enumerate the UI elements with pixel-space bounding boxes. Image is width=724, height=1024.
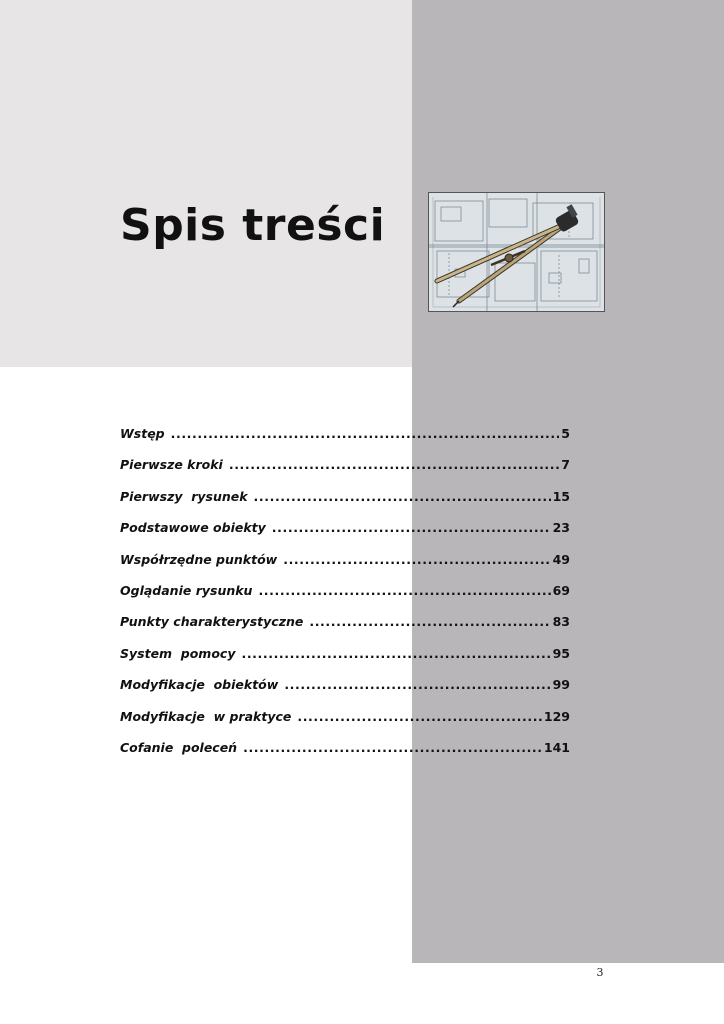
toc-entry-label: Modyfikacje w praktyce [120,708,292,724]
toc-entry-page: 83 [552,614,570,630]
toc-leader-dots [241,646,550,661]
toc-entry[interactable] [120,457,570,488]
toc-entry-label: Oglądanie rysunku [120,582,253,598]
toc-leader-dots [309,614,550,629]
toc-entry-page: 69 [552,582,570,598]
toc-entry-label: Pierwsze kroki [120,457,223,473]
toc-leader-dots [258,583,550,598]
toc-leader-dots [243,740,542,755]
toc-entry-page: 49 [552,551,570,567]
toc-entry-page: 23 [552,520,570,536]
toc-entry[interactable] [120,552,570,583]
toc-entry-page: 95 [552,645,570,661]
toc-leader-dots [283,552,550,567]
toc-leader-dots [229,457,559,472]
toc-entry[interactable] [120,646,570,677]
toc-leader-dots [284,677,550,692]
header-panel-background [0,0,412,367]
toc-leader-dots [254,489,551,504]
toc-entry[interactable] [120,583,570,614]
toc-entry[interactable] [120,709,570,740]
toc-entry-label: Podstawowe obiekty [120,520,266,536]
toc-entry-label: Punkty charakterystyczne [120,614,304,630]
toc-entry-label: Cofanie poleceń [120,739,238,755]
toc-entry-label: Pierwszy rysunek [120,488,248,504]
toc-leader-dots [171,426,560,441]
toc-entry-page: 99 [552,677,570,693]
table-of-contents [120,426,570,771]
toc-entry-page: 15 [552,488,570,504]
toc-entry[interactable] [120,740,570,771]
toc-leader-dots [272,520,551,535]
toc-entry-page: 141 [543,739,570,755]
toc-entry[interactable] [120,489,570,520]
toc-leader-dots [297,709,542,724]
blueprint-compass-image [428,192,605,312]
toc-entry[interactable] [120,520,570,551]
toc-entry[interactable] [120,614,570,645]
toc-entry[interactable] [120,426,570,457]
toc-entry[interactable] [120,677,570,708]
toc-entry-label: Współrzędne punktów [120,551,278,567]
page-number: 3 [596,966,604,979]
toc-entry-label: Wstęp [120,426,165,441]
toc-entry-page: 5 [561,426,570,441]
toc-entry-page: 7 [561,457,570,473]
toc-entry-label: System pomocy [120,645,236,661]
toc-entry-page: 129 [543,708,570,724]
toc-entry-label: Modyfikacje obiektów [120,677,279,693]
page-title: Spis treści [120,200,386,251]
